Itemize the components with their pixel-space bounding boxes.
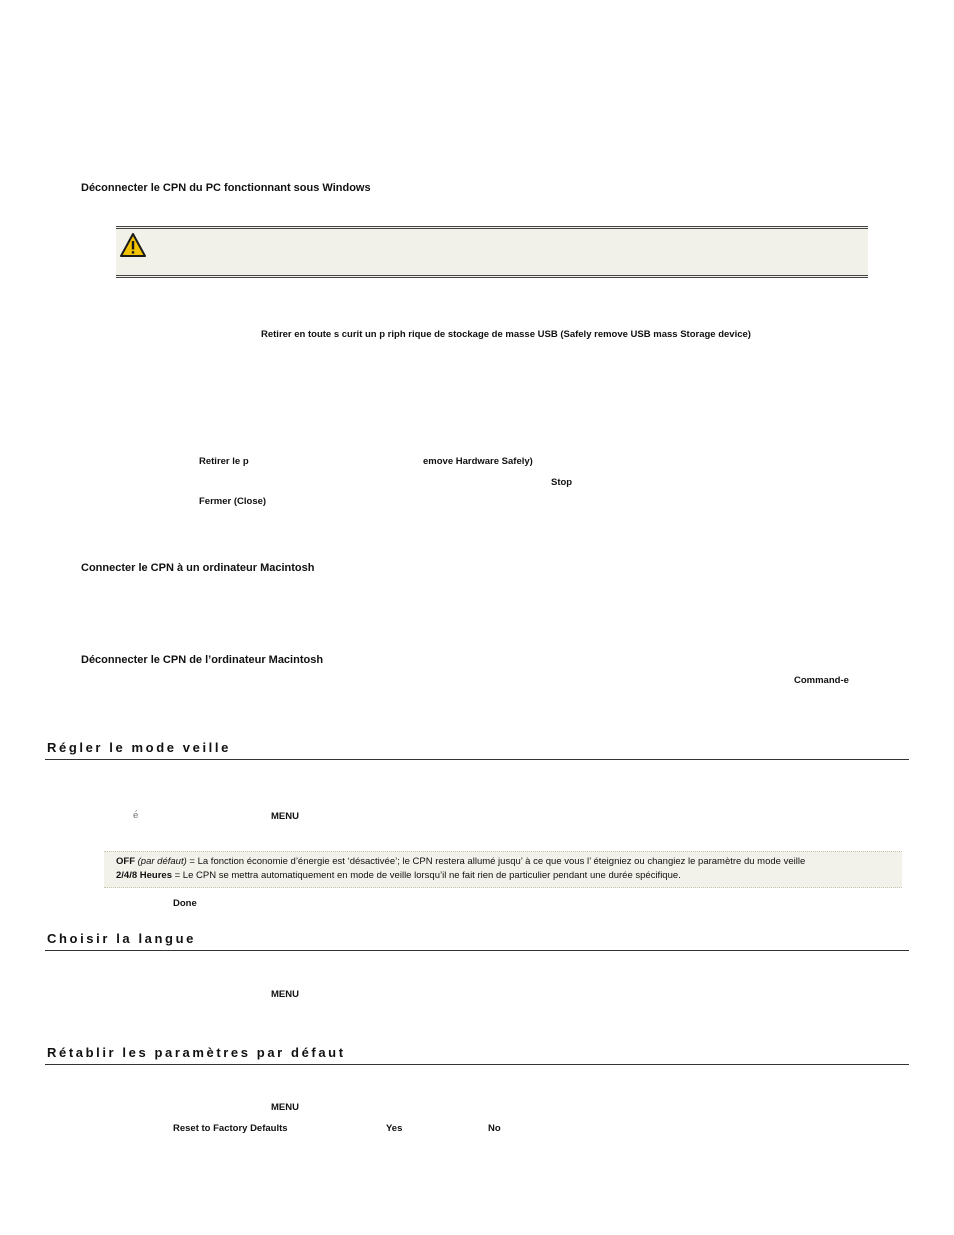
sleep-options-note bbox=[104, 851, 902, 888]
safely-remove-instruction: Retirer en toute s curit un p riph rique de stockage de masse USB (Safely remove USB mass Storage device) bbox=[261, 329, 751, 340]
section-title-mac-connect: Connecter le CPN à un ordinateur Macintosh bbox=[81, 562, 315, 574]
off-label: OFF bbox=[116, 856, 135, 867]
section-title-mac-disconnect: Déconnecter le CPN de l’ordinateur Macintosh bbox=[81, 654, 324, 666]
hours-description: = Le CPN se mettra automatiquement en mode de veille lorsqu’il ne fait rien de particulier pendant une durée spécifique. bbox=[171, 870, 681, 881]
off-default: (par défaut) bbox=[137, 856, 187, 867]
note-line-hours bbox=[116, 869, 681, 883]
remove-hardware-text-a: Retirer le p bbox=[199, 456, 249, 467]
heading-language: Choisir la langue bbox=[47, 931, 196, 946]
off-description: = La fonction économie d’énergie est ‘désactivée’; le CPN restera allumé jusqu’ à ce que vous l’ éteigniez ou changiez le paramètre du mode veille bbox=[186, 856, 806, 867]
yes-label: Yes bbox=[386, 1123, 403, 1134]
warning-triangle-icon bbox=[120, 233, 146, 257]
reset-factory-label: Reset to Factory Defaults bbox=[173, 1123, 288, 1134]
heading-reset-defaults: Rétablir les paramètres par défaut bbox=[47, 1045, 346, 1060]
section-divider bbox=[45, 950, 909, 951]
done-label: Done bbox=[173, 898, 197, 909]
no-label: No bbox=[488, 1123, 501, 1134]
heading-sleep-mode: Régler le mode veille bbox=[47, 740, 231, 755]
note-line-off bbox=[116, 855, 805, 869]
section-title-windows-disconnect: Déconnecter le CPN du PC fonctionnant sous Windows bbox=[81, 182, 371, 194]
section-divider bbox=[45, 1064, 909, 1065]
section-divider bbox=[45, 759, 909, 760]
stray-glyph: é bbox=[133, 811, 139, 821]
remove-hardware-text-b: emove Hardware Safely) bbox=[423, 456, 533, 467]
menu-label: MENU bbox=[271, 811, 299, 822]
warning-box bbox=[116, 226, 868, 278]
hours-label: 2/4/8 Heures bbox=[116, 870, 172, 881]
command-e-shortcut: Command-e bbox=[794, 675, 849, 686]
menu-label: MENU bbox=[271, 1102, 299, 1113]
stop-label: Stop bbox=[551, 477, 573, 488]
menu-label: MENU bbox=[271, 989, 299, 1000]
close-label: Fermer (Close) bbox=[199, 496, 267, 507]
